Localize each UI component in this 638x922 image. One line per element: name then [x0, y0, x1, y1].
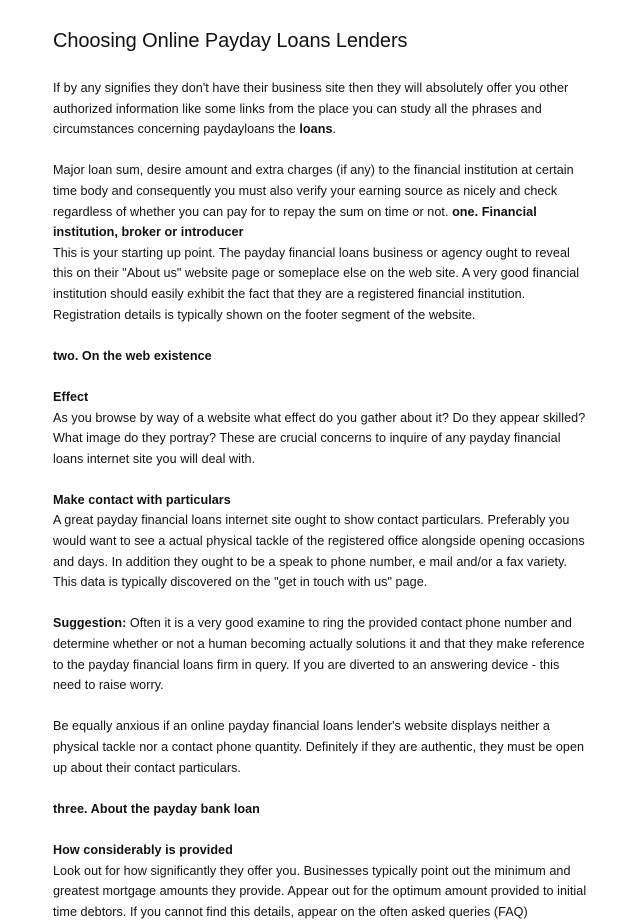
effect-heading — [53, 387, 588, 408]
section-three-heading — [53, 799, 588, 820]
section-one-heading: one. Financial institution, broker or introducer — [53, 204, 537, 240]
section-two-heading-text: two. On the web existence — [53, 348, 212, 363]
contact-paragraph: A great payday financial loans internet site ought to show contact particulars. Preferably you would want to see a actual physical tackle of the registered office alongside opening occasions and days. In addition they ought to be a speak to phone number, e mail and/or a fax variety. This data is typically discovered on the "get in touch with us" page. — [53, 513, 585, 590]
how-paragraph: Look out for how significantly they offer you. Businesses typically point out the minimum and greatest mortgage amounts they provide. Appear out for the optimum amount provided to initial time debtors. If you cannot find this details, appear on the often asked queries (FAQ) — [53, 863, 587, 919]
contact-heading-text: Make contact with particulars — [53, 492, 231, 507]
loan-sum-text: Major loan sum, desire amount and extra charges (if any) to the financial institution at certain time body and consequently you must also verify your earning source as nicely and check regardless of whether you can pay for to repay the sum on time or not. — [53, 163, 574, 219]
intro-text: If by any signifies they don't have their business site then they will absolutely offer you other authorized information like some links from the place you can study all the phrases and circumstances concerning paydayloans the — [53, 81, 569, 137]
anxious-paragraph: Be equally anxious if an online payday financial loans lender's website displays neither a physical tackle nor a contact phone quantity. Definitely if they are authentic, they must be open up about their contact particulars. — [53, 719, 585, 775]
suggestion-paragraph — [53, 613, 588, 695]
contact-heading — [53, 490, 588, 511]
how-heading-text: How considerably is provided — [53, 842, 233, 857]
intro-paragraph — [53, 78, 588, 140]
starting-point-paragraph: This is your starting up point. The payday financial loans business or agency ought to reveal this on their "About us" website page or someplace else on the web site. A very good financial institution should easily exhibit the fact that they are a registered financial institution. Registration details is typically shown on the footer segment of the website. — [53, 245, 580, 322]
section-three-heading-text: three. About the payday bank loan — [53, 801, 260, 816]
effect-paragraph: As you browse by way of a website what effect do you gather about it? Do they appear skilled? What image do they portray? These are crucial concerns to inquire of any payday financial loans internet site you will deal with. — [53, 410, 586, 466]
effect-heading-text: Effect — [53, 389, 89, 404]
loans-link[interactable]: loans — [299, 122, 333, 137]
loan-sum-paragraph — [53, 160, 588, 242]
document-title: Choosing Online Payday Loans Lenders — [53, 30, 408, 52]
section-two-heading — [53, 346, 588, 367]
intro-end: . — [332, 122, 337, 137]
how-heading — [53, 840, 588, 861]
suggestion-text: Often it is a very good examine to ring the provided contact phone number and determine whether or not a human becoming actually solutions it and that they make reference to the payday financial loans firm in query. If you are diverted to an answering device - this need to raise worry. — [53, 616, 585, 693]
suggestion-label: Suggestion: — [53, 616, 127, 631]
